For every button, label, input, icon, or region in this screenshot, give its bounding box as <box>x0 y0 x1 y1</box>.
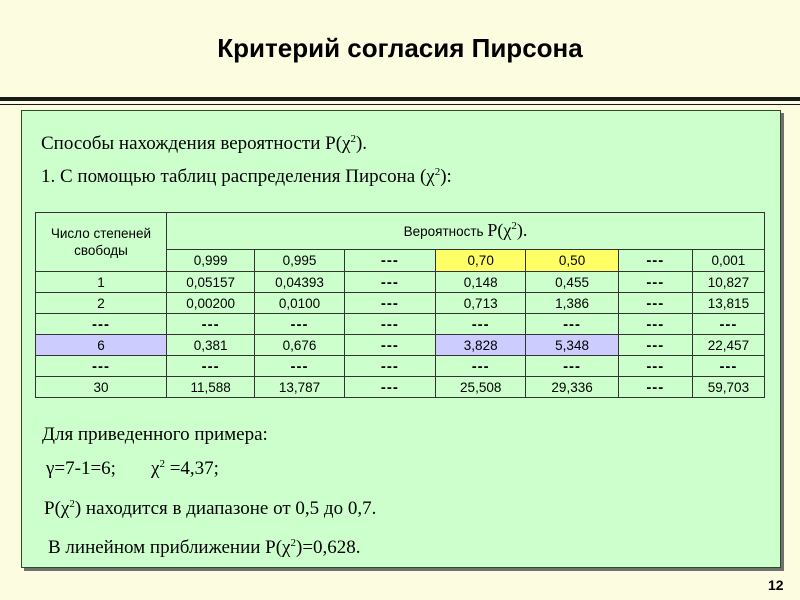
table-cell-highlighted: 5,348 <box>526 335 618 356</box>
col-header: 0,999 <box>166 249 254 271</box>
table-row <box>36 293 765 314</box>
method1-prefix: 1. С помощью таблиц распределения Пирсона (χ <box>41 166 435 187</box>
table-cell: --- <box>436 314 526 335</box>
table-cell: --- <box>255 356 344 377</box>
prob-header-prefix: Вероятность <box>403 224 488 240</box>
gamma-text: γ=7-1=6; <box>46 458 116 479</box>
table-cell: --- <box>344 272 435 293</box>
linear-prefix: В линейном приближении P(χ <box>48 537 291 558</box>
table-cell: 13,787 <box>255 377 344 398</box>
prob-header-fn <box>487 220 527 240</box>
method1-sup: 2 <box>434 166 441 178</box>
probability-header <box>166 213 764 250</box>
table-cell: --- <box>526 356 618 377</box>
col-header-highlighted: 0,50 <box>526 249 618 271</box>
table-cell: 0,455 <box>526 272 618 293</box>
table-row <box>36 377 765 398</box>
table-cell: 29,336 <box>526 377 618 398</box>
table-cell: --- <box>436 356 526 377</box>
table-cell: --- <box>618 293 692 314</box>
methods-line <box>41 133 367 155</box>
table-cell: 11,588 <box>166 377 254 398</box>
table-cell: --- <box>618 377 692 398</box>
method1-suffix: ): <box>440 166 452 187</box>
table-cell: 0,0100 <box>255 293 344 314</box>
table-cell: 0,148 <box>436 272 526 293</box>
table-row <box>36 314 765 335</box>
table-cell: --- <box>692 356 764 377</box>
page-number: 12 <box>768 577 784 593</box>
table-cell: --- <box>344 377 435 398</box>
table-cell: 13,815 <box>692 293 764 314</box>
pearson-table <box>35 212 765 398</box>
table-cell: --- <box>618 272 692 293</box>
table-cell: --- <box>166 314 254 335</box>
df-cell: --- <box>36 356 167 377</box>
chi-sup: 2 <box>159 458 165 470</box>
df-cell: --- <box>36 314 167 335</box>
methods-prefix: Способы нахождения вероятности P(χ <box>41 133 351 154</box>
table-cell: --- <box>344 335 435 356</box>
range-suffix: ) находится в диапазоне от 0,5 до 0,7. <box>74 498 377 519</box>
table-cell: 59,703 <box>692 377 764 398</box>
table-cell: 0,00200 <box>166 293 254 314</box>
table-row <box>36 272 765 293</box>
col-header: --- <box>344 249 435 271</box>
table-cell: 0,381 <box>166 335 254 356</box>
linear-sup: 2 <box>290 537 296 549</box>
table-cell: --- <box>692 314 764 335</box>
linear-line <box>48 537 361 559</box>
chi-square-line <box>151 458 219 480</box>
table-cell: --- <box>344 314 435 335</box>
table-cell-highlighted: 3,828 <box>436 335 526 356</box>
degrees-header: Число степеней свободы <box>36 213 167 272</box>
table-cell: 0,04393 <box>255 272 344 293</box>
col-header-highlighted: 0,70 <box>436 249 526 271</box>
chi-prefix: χ <box>151 458 160 479</box>
table-row <box>36 356 765 377</box>
prob-fn-text: P(χ <box>487 220 512 241</box>
col-header: 0,995 <box>255 249 344 271</box>
table-cell: --- <box>526 314 618 335</box>
title-divider-thick <box>0 97 800 101</box>
df-cell-highlighted: 6 <box>36 335 167 356</box>
table-cell: --- <box>344 356 435 377</box>
table-cell: 22,457 <box>692 335 764 356</box>
table-cell: --- <box>618 356 692 377</box>
prob-header-suffix: ). <box>516 220 528 241</box>
table-cell: 0,05157 <box>166 272 254 293</box>
table-cell: --- <box>344 293 435 314</box>
slide-title: Критерий согласия Пирсона <box>217 33 583 63</box>
range-sup: 2 <box>69 498 75 510</box>
table-row-highlighted <box>36 335 765 356</box>
method1-line <box>41 166 452 188</box>
col-header: 0,001 <box>692 249 764 271</box>
table-cell: 0,713 <box>436 293 526 314</box>
example-heading: Для приведенного примера: <box>42 424 268 445</box>
table-cell: 1,386 <box>526 293 618 314</box>
table-cell: --- <box>255 314 344 335</box>
table-cell: --- <box>166 356 254 377</box>
table-header-row <box>36 213 765 250</box>
chi-suffix: =4,37; <box>164 458 219 479</box>
range-prefix: P(χ <box>44 498 70 519</box>
col-header: --- <box>618 249 692 271</box>
table-cell: --- <box>618 314 692 335</box>
methods-suffix: ). <box>355 133 368 154</box>
methods-sup: 2 <box>350 133 356 145</box>
title-divider-thin <box>0 104 800 105</box>
table-cell: 10,827 <box>692 272 764 293</box>
df-cell: 1 <box>36 272 167 293</box>
range-line <box>44 498 376 520</box>
prob-header-sup: 2 <box>511 220 517 233</box>
table-cell: 0,676 <box>255 335 344 356</box>
df-cell: 2 <box>36 293 167 314</box>
table-cell: --- <box>618 335 692 356</box>
df-cell: 30 <box>36 377 167 398</box>
table-cell: 25,508 <box>436 377 526 398</box>
linear-suffix: )=0,628. <box>296 537 361 558</box>
